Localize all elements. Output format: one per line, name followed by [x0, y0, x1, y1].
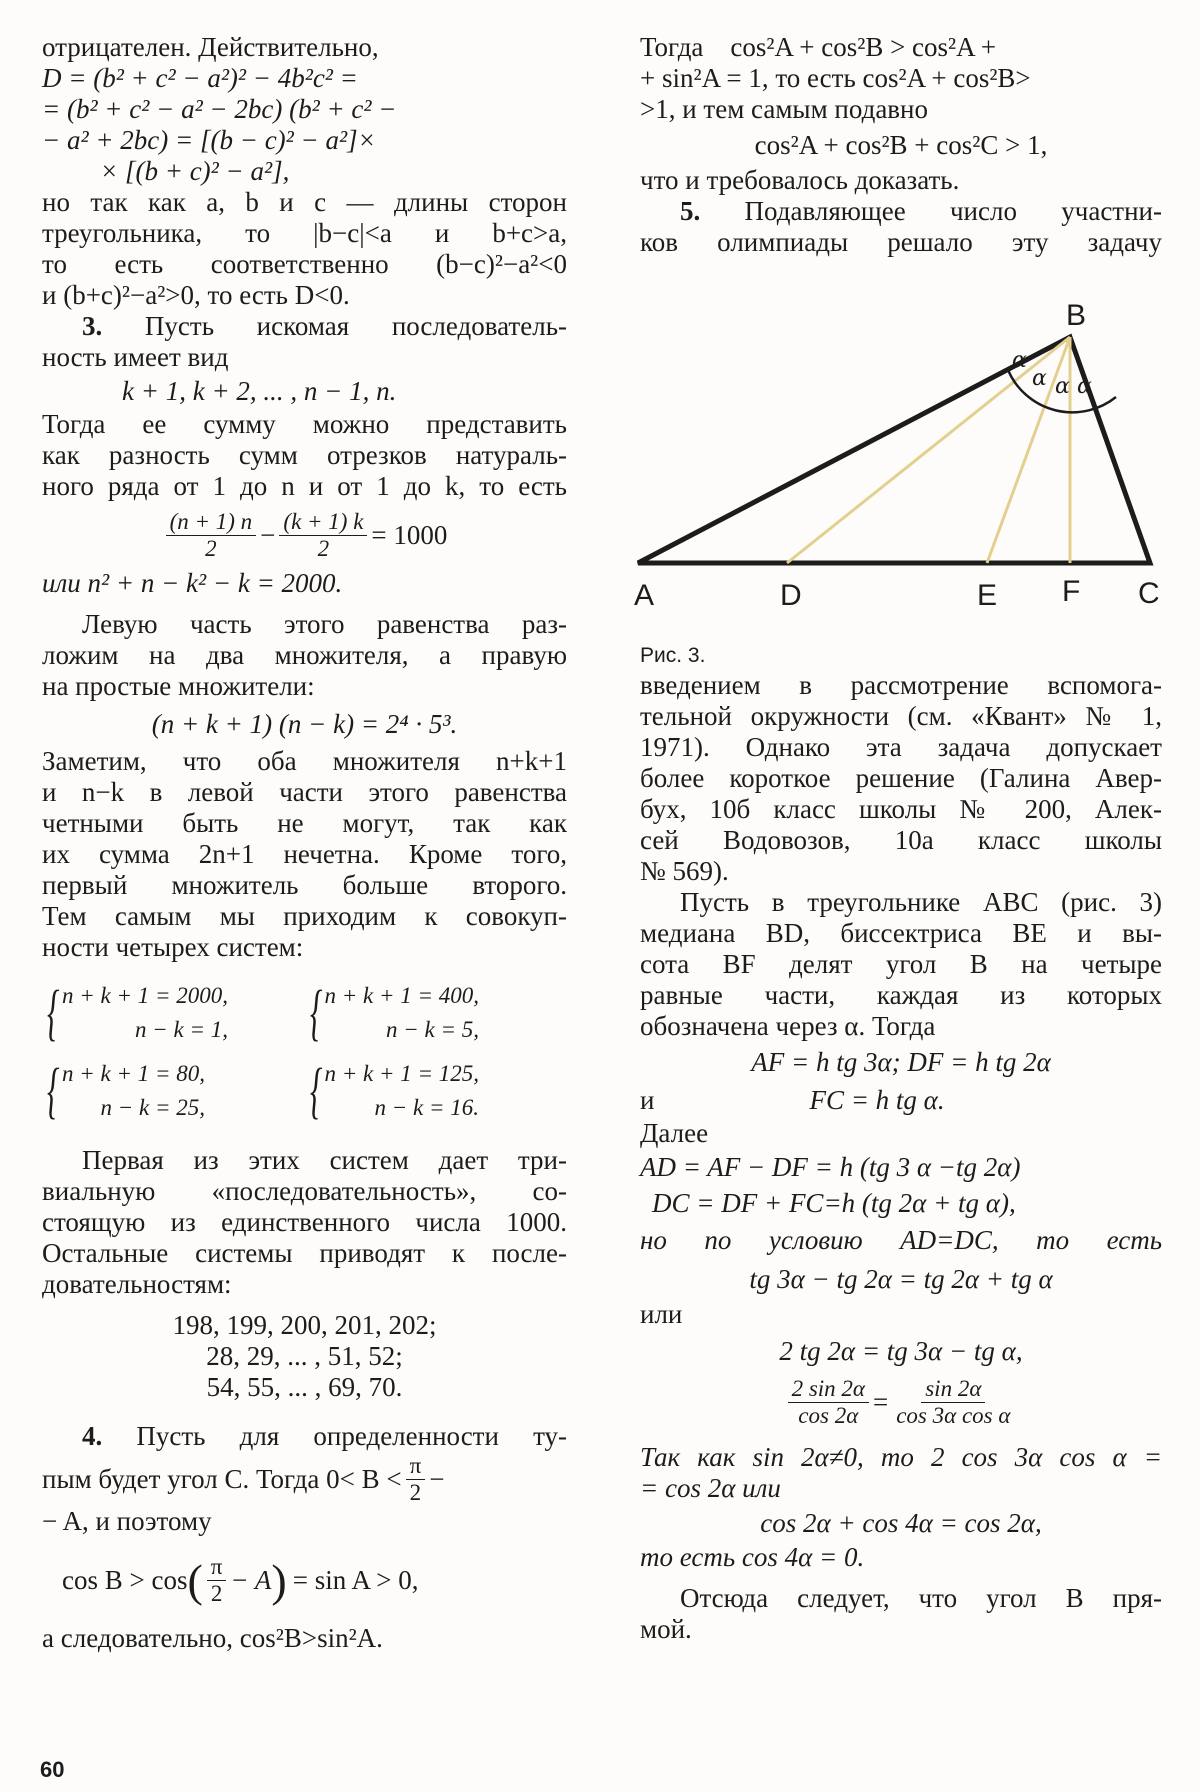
text-line: бух, 10б класс школы № 200, Алек-: [640, 794, 1162, 824]
text-line: их сумма 2n+1 нечетна. Кроме того,: [42, 839, 567, 869]
text-line: тельной окружности (см. «Квант» № 1,: [640, 701, 1162, 731]
right-column: [640, 32, 1162, 1645]
text-line: ности четырех систем:: [42, 932, 304, 962]
text-line: треугольника, то |b−c|<a и b+c>a,: [42, 218, 567, 248]
numerator: 2 sin 2α: [788, 1376, 869, 1403]
paren-icon: (: [187, 1554, 203, 1606]
fraction: [892, 1376, 1014, 1429]
formula-line: + sin²A = 1, то есть cos²A + cos²B>: [640, 63, 1031, 93]
operator: =: [872, 1386, 889, 1417]
angle-label: α: [1077, 374, 1092, 399]
system-equation: n + k + 1 = 2000,: [62, 983, 229, 1008]
denominator: 2: [409, 1479, 422, 1505]
text-line: >1, и тем самым подавно: [640, 94, 928, 124]
text-line: мой.: [640, 1614, 692, 1644]
equation-rhs: = 1000: [371, 519, 448, 550]
text-span: Пусть для определенности ту-: [102, 1421, 567, 1451]
text-line: Пусть в треугольнике ABC (рис. 3): [680, 887, 1162, 917]
text-span: Подавляющее число участни-: [700, 196, 1162, 226]
text-line: и n−k в левой части этого равенства: [42, 777, 567, 807]
numerator: (k + 1) k: [279, 509, 367, 536]
text-line: или: [640, 1299, 683, 1329]
fraction: [788, 1376, 869, 1429]
equation-system: [42, 979, 305, 1051]
point-label-e: E: [977, 579, 998, 612]
brace-icon: {: [47, 979, 60, 1047]
paren-icon: ): [271, 1554, 287, 1606]
text-line: на простые множители:: [42, 671, 315, 701]
systems-row: [42, 979, 567, 1051]
fraction-equation: [640, 1372, 1162, 1432]
formula-line: DC = DF + FC=h (tg 2α + tg α),: [652, 1188, 1016, 1218]
text-line: ность имеет вид: [42, 342, 229, 372]
formula-line: = (b² + c² − a² − 2bc) (b² + c² −: [42, 94, 397, 124]
system-equation: n − k = 5,: [386, 1017, 480, 1042]
formula-line: tg 3α − tg 2α = tg 2α + tg α: [749, 1264, 1053, 1294]
denominator: cos 2α: [798, 1402, 859, 1428]
left-column: [42, 32, 567, 1654]
denominator: cos 3α cos α: [896, 1402, 1011, 1428]
vertex-label-c: C: [1138, 577, 1160, 610]
equation-system: [42, 1057, 305, 1129]
text-line: стоящую из единственного числа 1000.: [42, 1207, 567, 1237]
formula-line: но по условию AD=DC, то есть: [640, 1225, 1162, 1255]
fraction: [279, 509, 367, 562]
formula-line: D = (b² + c² − a²)² − 4b²c² =: [42, 63, 358, 93]
system-equation: n − k = 16.: [374, 1095, 480, 1120]
text-line: более короткое решение (Галина Авер-: [640, 763, 1162, 793]
text-line: то есть соответственно (b−c)²−a²<0: [42, 249, 567, 279]
systems-row: [42, 1057, 567, 1129]
text-line: равные части, каждая из которых: [640, 980, 1162, 1010]
fraction: [166, 509, 257, 562]
text-line: 1971). Однако эта задача допускает: [640, 732, 1162, 762]
sequence-line: 28, 29, ... , 51, 52;: [206, 1341, 403, 1371]
denominator: 2: [210, 1580, 223, 1606]
text-span: Пусть искомая последователь-: [102, 311, 567, 341]
paragraph-start: [640, 196, 1162, 227]
text-line: первый множитель больше второго.: [42, 870, 567, 900]
paragraph-start: [42, 1421, 567, 1452]
formula-line: k + 1, k + 2, ... , n − 1, n.: [122, 376, 397, 406]
denominator: 2: [317, 535, 330, 561]
numerator: π: [406, 1453, 426, 1480]
angle-label: α: [1032, 366, 1047, 391]
equation-system: [305, 979, 568, 1051]
denominator: 2: [205, 535, 217, 561]
triangle-abc: [638, 337, 1150, 563]
brace-icon: {: [309, 979, 322, 1047]
text-line: четными быть не могут, так как: [42, 808, 567, 838]
text-line: и (b+c)²−a²>0, то есть D<0.: [42, 280, 350, 310]
formula-line: Так как sin 2α≠0, то 2 cos 3α cos α =: [640, 1442, 1162, 1472]
system-equation: n + k + 1 = 80,: [62, 1061, 206, 1086]
formula-line: − a² + 2bc) = [(b − c)² − a²]×: [42, 125, 376, 155]
system-equation: n + k + 1 = 125,: [324, 1061, 480, 1086]
text-line: виальную «последовательность», со-: [42, 1176, 567, 1206]
fraction: [406, 1453, 426, 1506]
formula-line: или n² + n − k² − k = 2000.: [42, 568, 343, 598]
formula-line: то есть cos 4α = 0.: [640, 1542, 865, 1572]
page-number: 60: [40, 1757, 65, 1782]
point-label-f: F: [1062, 575, 1081, 608]
numerator: π: [207, 1554, 227, 1581]
text-line: Левую часть этого равенства раз-: [82, 609, 567, 639]
formula-line: (n + k + 1) (n − k) = 2⁴ · 5³.: [151, 709, 458, 739]
text-line: Тогда ее сумму можно представить: [42, 409, 567, 439]
text-line: как разность сумм отрезков натураль-: [42, 440, 567, 470]
formula-line: AD = AF − DF = h (tg 3 α −tg 2α): [640, 1152, 1021, 1182]
text-line: − A, и поэтому: [42, 1506, 212, 1536]
vertex-label-a: A: [634, 579, 655, 612]
figure-caption: Рис. 3.: [640, 644, 706, 667]
text-line: обозначена через α. Тогда: [640, 1011, 936, 1041]
text-line: Остальные системы приводят к после-: [42, 1238, 567, 1268]
text-line: № 569).: [640, 856, 729, 886]
text-line: Первая из этих систем дает три-: [82, 1145, 567, 1175]
text-span: cos B > cos: [62, 1564, 188, 1595]
text-line: но так как a, b и c — длины сторон: [42, 187, 567, 217]
text-span: = sin A > 0,: [292, 1564, 419, 1595]
text-line: ков олимпиады решало эту задачу: [640, 227, 1162, 257]
point-label-d: D: [780, 579, 802, 612]
brace-icon: {: [47, 1057, 60, 1125]
text-span: − A: [230, 1564, 272, 1595]
text-span: FC = h tg α.: [809, 1085, 945, 1115]
formula-line: = cos 2α или: [640, 1473, 781, 1503]
system-equation: n − k = 1,: [135, 1017, 229, 1042]
text-line: отрицателен. Действительно,: [42, 32, 379, 62]
paragraph-start: [42, 311, 567, 342]
fraction: [207, 1554, 227, 1607]
text-span: и: [640, 1085, 655, 1115]
problem-number: 4.: [82, 1421, 103, 1451]
numerator: sin 2α: [921, 1376, 985, 1403]
operator: −: [260, 519, 276, 550]
problem-number: 5.: [680, 196, 701, 226]
numerator: (n + 1) n: [166, 509, 257, 536]
text-line: ложим на два множителя, а правую: [42, 640, 567, 670]
text-line: а следовательно, cos²B>sin²A.: [42, 1623, 383, 1653]
text-line: ного ряда от 1 до n и от 1 до k, то есть: [42, 471, 567, 501]
formula-line: 2 tg 2α = tg 3α − tg α,: [779, 1336, 1023, 1366]
text-line: сота BF делят угол B на четыре: [640, 949, 1162, 979]
text-line: что и требовалось доказать.: [640, 165, 960, 195]
text-line: Отсюда следует, что угол B пря-: [680, 1583, 1162, 1613]
formula-line: Тогда cos²A + cos²B > cos²A +: [640, 32, 997, 62]
formula-line: [640, 1082, 1162, 1118]
system-equation: n + k + 1 = 400,: [324, 983, 480, 1008]
text-line: медиана BD, биссектриса BE и вы-: [640, 918, 1162, 948]
angle-label: α: [1012, 348, 1027, 373]
text-line: введением в рассмотрение вспомога-: [640, 670, 1162, 700]
angle-label: α: [1055, 374, 1070, 399]
text-line: Тем самым мы приходим к совокуп-: [42, 901, 567, 931]
text-line: сей Водовозов, 10а класс школы: [640, 825, 1162, 855]
brace-icon: {: [309, 1057, 322, 1125]
triangle-figure: [630, 285, 1170, 625]
vertex-label-b: B: [1066, 299, 1087, 332]
text-line: довательностям:: [42, 1269, 232, 1299]
sequence-line: 54, 55, ... , 69, 70.: [206, 1372, 403, 1402]
equation-system: [305, 1057, 568, 1129]
operator: −: [429, 1463, 445, 1494]
text-line: Заметим, что оба множителя n+k+1: [42, 746, 567, 776]
formula-line: × [(b + c)² − a²],: [100, 156, 290, 186]
fraction-equation: [42, 502, 567, 568]
sequence-line: 198, 199, 200, 201, 202;: [172, 1310, 437, 1340]
formula-line: cos²A + cos²B + cos²C > 1,: [754, 130, 1048, 160]
formula-line: cos 2α + cos 4α = cos 2α,: [760, 1508, 1042, 1538]
cos-inequality: [42, 1537, 567, 1623]
text-span: пым будет угол C. Тогда 0< B <: [42, 1463, 402, 1494]
text-line: Далее: [640, 1118, 709, 1148]
text-line: [42, 1452, 567, 1506]
system-equation: n − k = 25,: [100, 1095, 206, 1120]
problem-number: 3.: [82, 311, 103, 341]
formula-line: AF = h tg 3α; DF = h tg 2α: [751, 1047, 1051, 1077]
